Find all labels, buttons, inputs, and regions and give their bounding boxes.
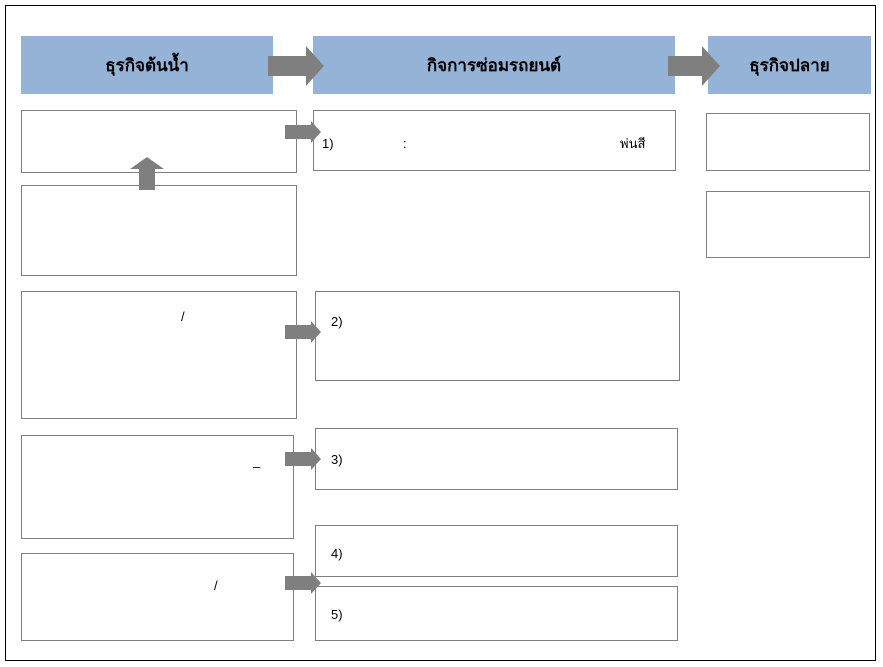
header-repair-label: กิจการซ่อมรถยนต์ (426, 55, 562, 76)
connector-arrow-4-icon (285, 572, 321, 594)
upstream-box-2 (21, 185, 297, 276)
repair-item-1-suffix: พ่นสี (620, 137, 646, 152)
upstream-box-5-slash: / (214, 578, 218, 593)
header-upstream-label: ธุรกิจต้นน้ำ (105, 55, 189, 76)
connector-arrow-1-icon (285, 121, 321, 143)
header-arrow-2-icon (668, 46, 720, 86)
repair-item-5-num: 5) (331, 607, 343, 622)
header-repair (313, 36, 675, 94)
upstream-box-4 (21, 435, 294, 539)
upstream-box-3 (21, 291, 297, 419)
repair-item-3-num: 3) (331, 452, 343, 467)
repair-box-4 (315, 525, 678, 577)
upstream-box-3-slash: / (181, 309, 185, 324)
up-arrow-icon (130, 157, 164, 190)
downstream-box-1 (706, 113, 870, 171)
header-upstream (21, 36, 273, 94)
upstream-box-4-dash: – (253, 459, 261, 474)
repair-item-1-num: 1) (322, 136, 334, 151)
downstream-box-2 (706, 191, 870, 258)
repair-box-2 (315, 291, 680, 381)
header-downstream-label: ธุรกิจปลาย (749, 55, 830, 76)
repair-box-5 (315, 586, 678, 641)
header-downstream (708, 36, 871, 94)
repair-item-2-num: 2) (331, 314, 343, 329)
repair-item-1-colon: : (403, 136, 407, 151)
repair-box-3 (315, 428, 678, 490)
header-arrow-1-icon (268, 46, 324, 86)
connector-arrow-3-icon (285, 448, 321, 470)
upstream-box-5 (21, 553, 294, 641)
repair-item-4-num: 4) (331, 546, 343, 561)
connector-arrow-2-icon (285, 321, 321, 343)
